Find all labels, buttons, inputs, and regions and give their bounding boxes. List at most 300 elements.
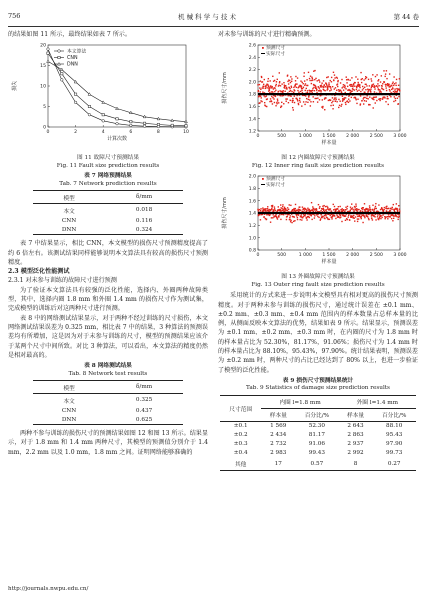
x-tick-label: 2 500 — [369, 253, 383, 259]
predicted-point — [329, 219, 330, 220]
predicted-point — [338, 206, 339, 207]
predicted-point — [355, 206, 356, 207]
table-cell: 0.437 — [135, 407, 153, 414]
predicted-point — [332, 97, 333, 98]
predicted-point — [309, 209, 310, 210]
predicted-point — [277, 100, 278, 101]
predicted-point — [358, 209, 359, 210]
y-axis-label: 损伤尺寸/mm — [222, 197, 228, 230]
predicted-point — [307, 208, 308, 209]
y-axis-label: 损失 — [12, 81, 18, 92]
predicted-point — [277, 219, 278, 220]
predicted-point — [372, 74, 373, 75]
predicted-point — [283, 82, 284, 83]
predicted-point — [374, 97, 375, 98]
predicted-point — [325, 206, 326, 207]
predicted-point — [331, 90, 332, 91]
x-axis-label: 计算次数 — [106, 136, 128, 143]
predicted-point — [293, 87, 294, 88]
predicted-point — [293, 221, 294, 222]
fig13-caption-cn: 图 13 外圈故障尺寸预测结果 — [281, 274, 355, 281]
predicted-point — [323, 205, 324, 206]
predicted-point — [374, 87, 375, 88]
predicted-point — [336, 101, 337, 102]
predicted-point — [369, 97, 370, 98]
y-tick-label: 2.0 — [248, 80, 256, 86]
predicted-point — [389, 74, 390, 75]
predicted-point — [362, 222, 363, 223]
predicted-point — [364, 217, 365, 218]
data-point — [74, 101, 77, 104]
predicted-point — [307, 90, 308, 91]
predicted-point — [368, 90, 369, 91]
predicted-point — [261, 101, 262, 102]
predicted-point — [305, 84, 306, 85]
predicted-point — [311, 83, 312, 84]
predicted-point — [290, 82, 291, 83]
x-tick-label: 2 500 — [369, 134, 383, 140]
predicted-point — [374, 209, 375, 210]
table-cell: 2 992 — [347, 450, 364, 457]
predicted-point — [283, 103, 284, 104]
predicted-point — [272, 92, 273, 93]
predicted-point — [323, 80, 324, 81]
predicted-point — [312, 96, 313, 97]
y-axis-label: 损伤尺寸/mm — [222, 72, 228, 105]
predicted-point — [259, 88, 260, 89]
predicted-point — [398, 96, 399, 97]
predicted-point — [352, 86, 353, 87]
predicted-point — [382, 99, 383, 100]
predicted-point — [331, 102, 332, 103]
predicted-point — [354, 82, 355, 83]
predicted-point — [358, 82, 359, 83]
predicted-point — [374, 85, 375, 86]
predicted-point — [346, 82, 347, 83]
predicted-point — [357, 219, 358, 220]
predicted-point — [314, 218, 315, 219]
predicted-point — [305, 96, 306, 97]
predicted-point — [270, 99, 271, 100]
predicted-point — [335, 218, 336, 219]
predicted-point — [267, 208, 268, 209]
predicted-point — [280, 205, 281, 206]
predicted-point — [297, 78, 298, 79]
predicted-point — [314, 90, 315, 91]
fig13-scatter-chart — [218, 170, 418, 270]
tab9-header-inner: 内圈 l=1.8 mm — [261, 395, 338, 408]
predicted-point — [348, 79, 349, 80]
predicted-point — [324, 90, 325, 91]
predicted-point — [357, 99, 358, 100]
predicted-point — [395, 83, 396, 84]
table-cell: 其他 — [220, 458, 261, 471]
x-tick-label: 1 500 — [322, 134, 336, 140]
predicted-point — [274, 88, 275, 89]
predicted-point — [264, 102, 265, 103]
predicted-point — [391, 89, 392, 90]
predicted-point — [318, 87, 319, 88]
predicted-point — [354, 207, 355, 208]
predicted-point — [285, 85, 286, 86]
predicted-point — [311, 77, 312, 78]
predicted-point — [313, 71, 314, 72]
predicted-point — [266, 214, 267, 215]
table-cell: 95.43 — [386, 432, 403, 439]
predicted-point — [368, 219, 369, 220]
predicted-point — [350, 90, 351, 91]
predicted-point — [280, 95, 281, 96]
predicted-point — [368, 79, 369, 80]
table-cell: 2 863 — [347, 432, 364, 439]
predicted-point — [348, 215, 349, 216]
predicted-point — [313, 87, 314, 88]
predicted-point — [358, 219, 359, 220]
predicted-point — [273, 214, 274, 215]
predicted-point — [269, 101, 270, 102]
predicted-point — [360, 210, 361, 211]
predicted-point — [308, 99, 309, 100]
tab9-caption-cn: 表 9 损伤尺寸预测结果统计 — [282, 377, 354, 384]
x-tick-label: 6 — [129, 130, 133, 136]
predicted-point — [384, 76, 385, 77]
predicted-point — [342, 96, 343, 97]
predicted-point — [311, 215, 312, 216]
predicted-point — [309, 92, 310, 93]
predicted-point — [294, 217, 295, 218]
predicted-point — [349, 90, 350, 91]
predicted-point — [313, 208, 314, 209]
predicted-point — [323, 210, 324, 211]
predicted-point — [257, 84, 258, 85]
predicted-point — [341, 104, 342, 105]
predicted-point — [337, 209, 338, 210]
predicted-point — [278, 216, 279, 217]
predicted-point — [370, 89, 371, 90]
predicted-point — [334, 78, 335, 79]
predicted-point — [394, 209, 395, 210]
predicted-point — [276, 81, 277, 82]
predicted-point — [354, 90, 355, 91]
predicted-point — [289, 80, 290, 81]
predicted-point — [357, 221, 358, 222]
predicted-point — [349, 220, 350, 221]
table-cell: 91.06 — [308, 441, 326, 448]
predicted-point — [290, 221, 291, 222]
predicted-point — [384, 207, 385, 208]
predicted-point — [388, 104, 389, 105]
predicted-point — [324, 109, 325, 110]
predicted-point — [375, 203, 376, 204]
predicted-point — [300, 91, 301, 92]
predicted-point — [345, 209, 346, 210]
predicted-point — [399, 209, 400, 210]
table-cell: 97.90 — [386, 441, 403, 448]
predicted-point — [351, 97, 352, 98]
predicted-point — [303, 83, 304, 84]
predicted-point — [337, 86, 338, 87]
predicted-point — [396, 79, 397, 80]
y-tick-label: 2.0 — [248, 174, 256, 180]
predicted-point — [299, 98, 300, 99]
predicted-point — [334, 89, 335, 90]
data-point — [61, 73, 63, 75]
journal-name: 机 械 科 学 与 技 术 — [178, 13, 236, 21]
predicted-point — [344, 87, 345, 88]
predicted-point — [288, 102, 289, 103]
predicted-point — [388, 84, 389, 85]
predicted-point — [286, 89, 287, 90]
predicted-point — [377, 83, 378, 84]
predicted-point — [263, 88, 264, 89]
predicted-point — [312, 90, 313, 91]
predicted-point — [279, 73, 280, 74]
predicted-point — [359, 87, 360, 88]
predicted-point — [393, 85, 394, 86]
tab7-table — [33, 190, 183, 235]
y-tick-label: 2.4 — [248, 56, 256, 62]
table-cell: 2 937 — [347, 441, 364, 448]
table-cell: 0.324 — [105, 225, 183, 235]
predicted-point — [373, 99, 374, 100]
predicted-point — [294, 102, 295, 103]
fig12-caption-cn: 图 12 内圈故障尺寸预测结果 — [281, 155, 355, 162]
predicted-point — [264, 79, 265, 80]
predicted-point — [285, 99, 286, 100]
tab7-caption-cn: 表 7 网络预测结果 — [84, 173, 132, 180]
predicted-point — [392, 88, 393, 89]
predicted-point — [306, 79, 307, 80]
predicted-point — [290, 220, 291, 221]
predicted-point — [286, 87, 287, 88]
predicted-point — [354, 221, 355, 222]
predicted-point — [393, 216, 394, 217]
predicted-point — [391, 209, 392, 210]
predicted-point — [371, 215, 372, 216]
predicted-point — [260, 96, 261, 97]
predicted-point — [367, 208, 368, 209]
predicted-point — [371, 218, 372, 219]
data-point — [116, 123, 119, 126]
predicted-point — [314, 215, 315, 216]
predicted-point — [355, 98, 356, 99]
predicted-point — [305, 101, 306, 102]
predicted-point — [278, 91, 279, 92]
legend-marker-predicted — [262, 178, 264, 180]
predicted-point — [341, 79, 342, 80]
predicted-point — [360, 96, 361, 97]
predicted-point — [363, 80, 364, 81]
predicted-point — [397, 210, 398, 211]
predicted-point — [338, 89, 339, 90]
predicted-point — [330, 80, 331, 81]
predicted-point — [302, 82, 303, 83]
data-point — [88, 114, 91, 117]
predicted-point — [390, 211, 391, 212]
predicted-point — [293, 208, 294, 209]
predicted-point — [397, 219, 398, 220]
predicted-point — [318, 204, 319, 205]
predicted-point — [353, 215, 354, 216]
predicted-point — [286, 219, 287, 220]
y-tick-label: 1.8 — [248, 187, 256, 193]
legend-marker-predicted — [262, 47, 264, 49]
predicted-point — [302, 207, 303, 208]
predicted-point — [348, 99, 349, 100]
predicted-point — [324, 85, 325, 86]
predicted-point — [274, 207, 275, 208]
y-tick-label: 0 — [43, 125, 46, 131]
y-tick-label: 1.0 — [248, 236, 256, 242]
predicted-point — [364, 216, 365, 217]
predicted-point — [366, 98, 367, 99]
predicted-point — [357, 79, 358, 80]
legend-label: 本文算法 — [67, 49, 87, 55]
predicted-point — [362, 215, 363, 216]
predicted-point — [360, 91, 361, 92]
predicted-point — [350, 86, 351, 87]
predicted-point — [269, 214, 270, 215]
table-cell: 0.57 — [295, 458, 339, 471]
data-point — [47, 52, 49, 54]
predicted-point — [306, 211, 307, 212]
predicted-point — [341, 208, 342, 209]
predicted-point — [276, 84, 277, 85]
data-point — [185, 120, 188, 123]
right-intro: 对未参与训练的尺寸进行精确预测。 — [218, 31, 316, 38]
predicted-point — [269, 87, 270, 88]
predicted-point — [367, 98, 368, 99]
predicted-point — [267, 85, 268, 86]
predicted-point — [335, 98, 336, 99]
predicted-point — [383, 209, 384, 210]
predicted-point — [281, 102, 282, 103]
predicted-point — [380, 215, 381, 216]
predicted-point — [375, 206, 376, 207]
predicted-point — [311, 92, 312, 93]
predicted-point — [276, 102, 277, 103]
predicted-point — [280, 85, 281, 86]
predicted-point — [373, 84, 374, 85]
predicted-point — [300, 81, 301, 82]
predicted-point — [389, 89, 390, 90]
predicted-point — [289, 91, 290, 92]
y-tick-label: 2.6 — [248, 43, 256, 49]
predicted-point — [310, 101, 311, 102]
predicted-point — [304, 81, 305, 82]
table-cell: 88.10 — [386, 423, 403, 430]
predicted-point — [296, 84, 297, 85]
predicted-point — [265, 208, 266, 209]
predicted-point — [352, 89, 353, 90]
table-cell: ±0.1 — [233, 423, 248, 430]
predicted-point — [383, 70, 384, 71]
predicted-point — [373, 211, 374, 212]
tab9-header-range: 尺寸范围 — [220, 395, 261, 421]
predicted-point — [320, 210, 321, 211]
predicted-point — [361, 100, 362, 101]
predicted-point — [273, 89, 274, 90]
predicted-point — [356, 103, 357, 104]
predicted-point — [290, 100, 291, 101]
table-cell: ±0.2 — [233, 432, 248, 439]
predicted-point — [294, 220, 295, 221]
predicted-point — [276, 103, 277, 104]
predicted-point — [399, 211, 400, 212]
table-row — [220, 449, 416, 458]
fig11-caption-cn: 图 11 故障尺寸预测结果 — [76, 155, 140, 162]
predicted-point — [390, 86, 391, 87]
fig11-line-chart — [8, 39, 208, 151]
predicted-point — [300, 210, 301, 211]
predicted-point — [287, 210, 288, 211]
data-point — [129, 111, 132, 114]
predicted-point — [324, 218, 325, 219]
tab9-header-percent: 百分比/% — [295, 408, 339, 421]
predicted-point — [278, 207, 279, 208]
table-cell: 17 — [261, 458, 295, 471]
predicted-point — [304, 85, 305, 86]
predicted-point — [285, 101, 286, 102]
predicted-point — [270, 222, 271, 223]
predicted-point — [272, 205, 273, 206]
legend-marker — [58, 57, 60, 59]
data-point — [47, 48, 50, 51]
table-cell: DNN — [33, 415, 105, 425]
x-axis-label: 样本量 — [321, 140, 337, 147]
predicted-point — [303, 87, 304, 88]
predicted-point — [290, 96, 291, 97]
predicted-point — [274, 208, 275, 209]
tab8-caption-cn: 表 8 网络测试结果 — [84, 363, 132, 370]
predicted-point — [304, 210, 305, 211]
predicted-point — [259, 102, 260, 103]
predicted-point — [316, 92, 317, 93]
predicted-point — [367, 216, 368, 217]
predicted-point — [297, 217, 298, 218]
legend-label: DNN — [67, 62, 78, 68]
predicted-point — [275, 105, 276, 106]
predicted-point — [318, 90, 319, 91]
table-row — [33, 415, 183, 425]
predicted-point — [314, 79, 315, 80]
predicted-point — [268, 78, 269, 79]
predicted-point — [355, 99, 356, 100]
predicted-point — [296, 215, 297, 216]
predicted-point — [325, 215, 326, 216]
legend-label-actual: 实际尺寸 — [266, 183, 286, 189]
predicted-point — [366, 101, 367, 102]
predicted-point — [319, 208, 320, 209]
predicted-point — [267, 99, 268, 100]
predicted-point — [396, 208, 397, 209]
predicted-point — [383, 97, 384, 98]
predicted-point — [295, 208, 296, 209]
predicted-point — [366, 77, 367, 78]
predicted-point — [349, 80, 350, 81]
x-tick-label: 2 — [74, 130, 78, 136]
predicted-point — [284, 91, 285, 92]
predicted-point — [356, 208, 357, 209]
predicted-point — [394, 83, 395, 84]
x-tick-label: 0 — [46, 130, 50, 136]
data-point — [47, 60, 50, 63]
predicted-point — [292, 100, 293, 101]
predicted-point — [345, 88, 346, 89]
predicted-point — [287, 216, 288, 217]
predicted-point — [319, 206, 320, 207]
predicted-point — [262, 208, 263, 209]
